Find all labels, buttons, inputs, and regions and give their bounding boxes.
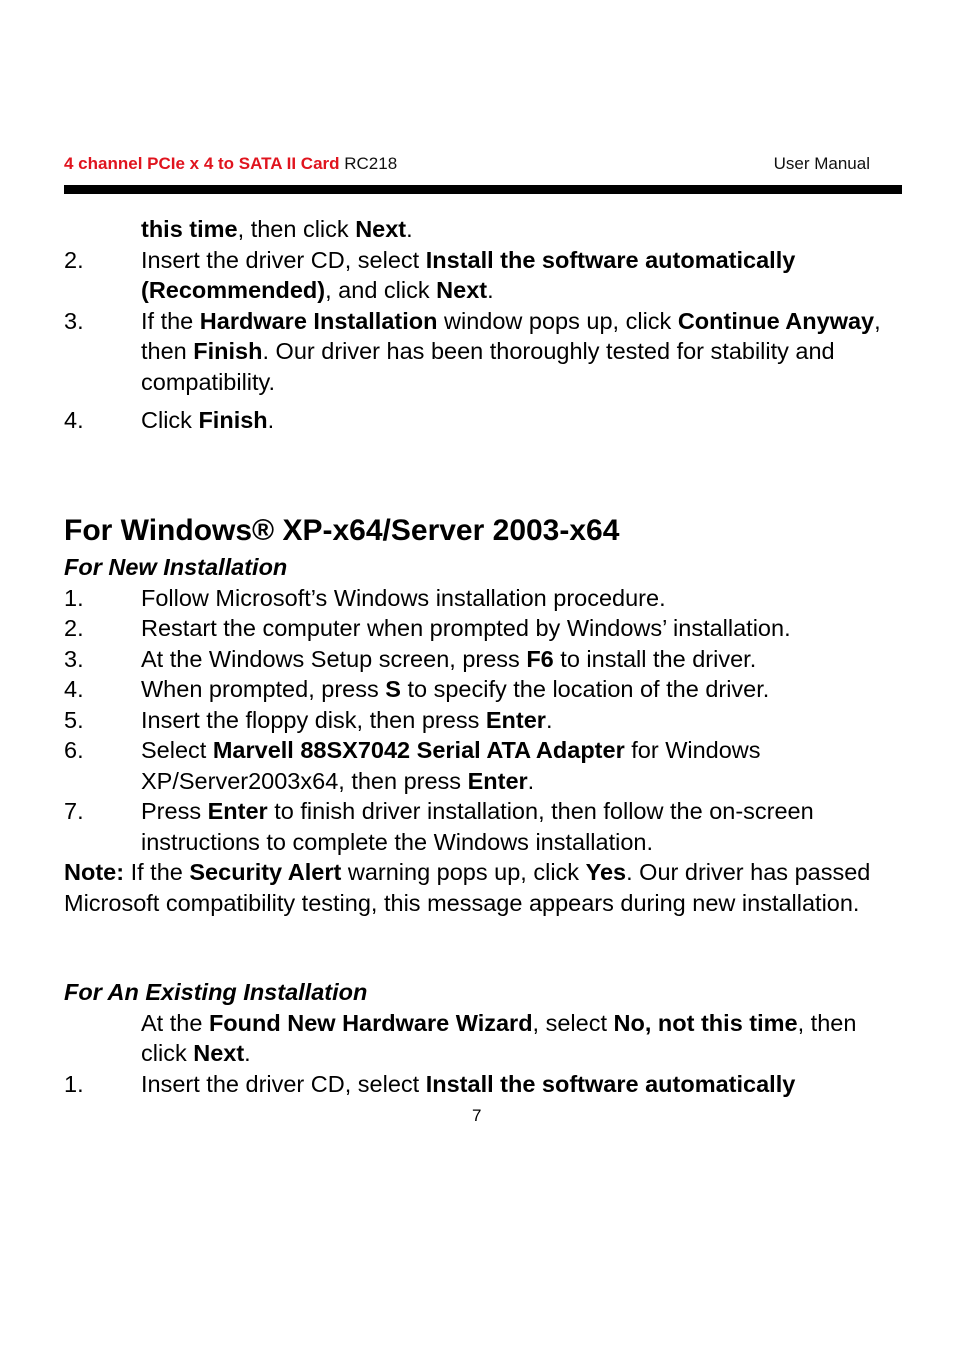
list-number: 4. bbox=[64, 676, 84, 702]
list-number: 3. bbox=[64, 645, 84, 672]
list-number: 1. bbox=[64, 584, 84, 611]
continued-step-text: this time, then click Next. bbox=[141, 216, 413, 242]
list-item: 3. If the Hardware Installation window pops up, click Continue Anyway, then Finish. Our driver has been thoroughly tested for stability and compatibility. bbox=[64, 307, 881, 395]
list-item: 2. Insert the driver CD, select Install the software automatically (Recommended), and click Next. bbox=[64, 246, 796, 303]
list-item: 2. Restart the computer when prompted by Windows’ installation. bbox=[64, 613, 890, 644]
existing-installation-heading: For An Existing Installation bbox=[64, 979, 368, 1005]
existing-installation-intro: At the Found New Hardware Wizard, select No, not this time, then click Next. bbox=[141, 1009, 857, 1066]
header-rule bbox=[64, 185, 902, 194]
header-product-name: 4 channel PCIe x 4 to SATA II Card bbox=[64, 154, 340, 173]
list-item: 5. Insert the floppy disk, then press Enter. bbox=[64, 705, 890, 736]
list-item: 1. Insert the driver CD, select Install the software automatically bbox=[64, 1069, 890, 1100]
header-manual-label: User Manual bbox=[773, 154, 870, 173]
list-number: 3. bbox=[64, 307, 84, 334]
list-item: 7. Press Enter to finish driver installation, then follow the on-screen instructions to complete the Windows installation. bbox=[64, 798, 814, 855]
section-title: For Windows® XP-x64/Server 2003-x64 bbox=[64, 514, 620, 547]
list-item: 1. Follow Microsoft’s Windows installation procedure. bbox=[64, 583, 890, 614]
header-title bbox=[64, 154, 397, 174]
note-label: Note: bbox=[64, 859, 125, 885]
new-installation-heading: For New Installation bbox=[64, 554, 288, 580]
list-number: 5. bbox=[64, 706, 84, 733]
list-number: 7. bbox=[64, 798, 84, 824]
list-number: 6. bbox=[64, 737, 84, 763]
list-number: 2. bbox=[64, 615, 84, 641]
list-item: 4. When prompted, press S to specify the location of the driver. bbox=[64, 674, 890, 705]
list-item: 3. At the Windows Setup screen, press F6 to install the driver. bbox=[64, 644, 890, 675]
list-number: 4. bbox=[64, 407, 84, 433]
list-number: 1. bbox=[64, 1070, 84, 1097]
list-item: 6. Select Marvell 88SX7042 Serial ATA Adapter for Windows XP/Server2003x64, then press Enter. bbox=[64, 737, 761, 794]
page-number: 7 bbox=[472, 1106, 482, 1125]
note-paragraph: Note: If the Security Alert warning pops up, click Yes. Our driver has passed Microsoft compatibility testing, this message appears during new installation. bbox=[64, 859, 871, 916]
list-number: 2. bbox=[64, 246, 84, 273]
continued-steps bbox=[64, 214, 890, 436]
header-model: RC218 bbox=[339, 154, 398, 173]
new-installation-section bbox=[64, 552, 890, 918]
existing-installation-section bbox=[64, 977, 890, 1099]
page-header bbox=[64, 152, 870, 178]
list-item: 4. Click Finish. bbox=[64, 405, 890, 436]
